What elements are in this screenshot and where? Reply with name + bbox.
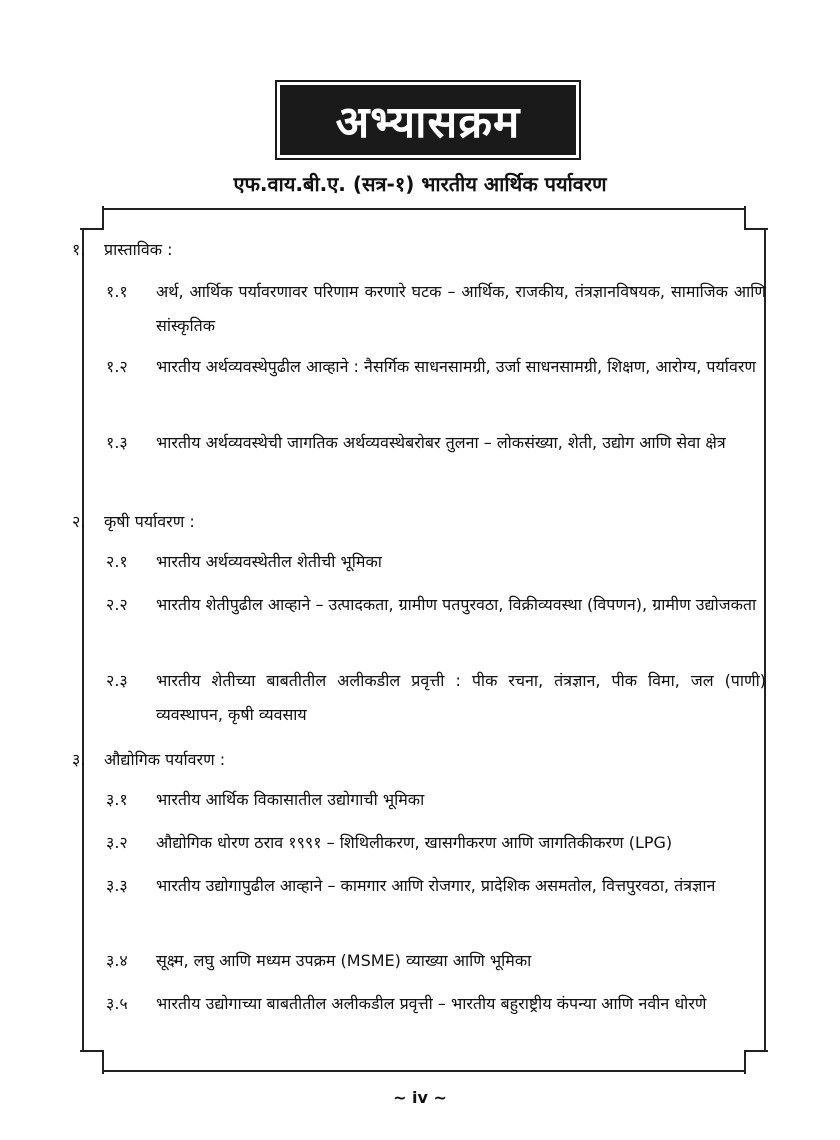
item-text: भारतीय अर्थव्यवस्थेतील शेतीची भूमिका (156, 552, 382, 571)
item-number: १.३ (106, 433, 128, 452)
page-title: अभ्यासक्रम (280, 85, 576, 155)
item-number: २.१ (106, 552, 128, 571)
list-item (106, 545, 766, 579)
frame-corner (744, 206, 768, 230)
item-number: ३.३ (106, 876, 128, 895)
item-number: ३.४ (106, 951, 128, 970)
course-subtitle: एफ.वाय.बी.ए. (सत्र-१) भारतीय आर्थिक पर्यावरण (233, 172, 607, 196)
list-item (106, 275, 766, 343)
item-number: ३.२ (106, 833, 128, 852)
item-number: १.१ (106, 282, 128, 301)
section-number: ३. (72, 750, 86, 769)
item-text: भारतीय उद्योगाच्या बाबतीतील अलीकडील प्रवृत्ती – भारतीय बहुराष्ट्रीय कंपन्या आणि नवीन धोरणे (156, 994, 707, 1013)
section-heading (72, 748, 225, 770)
item-text: भारतीय अर्थव्यवस्थेची जागतिक अर्थव्यवस्थेबरोबर तुलना – लोकसंख्या, शेती, उद्योग आणि सेवा क्षेत्र (156, 433, 726, 452)
item-text: भारतीय शेतीच्या बाबतीतील अलीकडील प्रवृत्ती : पीक रचना, तंत्रज्ञान, पीक विमा, जल (पाणी) व्यवस्थापन, कृषी व्यवसाय (156, 671, 766, 724)
list-item (106, 869, 766, 903)
page-number: ~ iv ~ (393, 1088, 447, 1107)
list-item (106, 588, 766, 622)
section-heading (72, 238, 173, 260)
item-text: भारतीय अर्थव्यवस्थेपुढील आव्हाने : नैसर्गिक साधनसामग्री, उर्जा साधनसामग्री, शिक्षण, आरोग्य, पर्यावरण (156, 357, 756, 376)
item-text: अर्थ, आर्थिक पर्यावरणावर परिणाम करणारे घटक – आर्थिक, राजकीय, तंत्रज्ञानविषयक, सामाजिक आणि सांस्कृतिक (156, 282, 766, 335)
list-item (106, 350, 766, 384)
item-number: २.३ (106, 671, 128, 690)
section-title: कृषी पर्यावरण : (104, 512, 195, 531)
item-number: ३.१ (106, 790, 128, 809)
item-text: भारतीय शेतीपुढील आव्हाने – उत्पादकता, ग्रामीण पतपुरवठा, विक्रीव्यवस्था (विपणन), ग्रामीण उद्योजकता (156, 595, 757, 614)
frame-corner (80, 206, 104, 230)
item-text: भारतीय आर्थिक विकासातील उद्योगाची भूमिका (156, 790, 425, 809)
frame-corner (744, 1050, 768, 1074)
list-item (106, 783, 766, 817)
item-text: सूक्ष्म, लघु आणि मध्यम उपक्रम (MSME) व्याख्या आणि भूमिका (156, 951, 532, 970)
item-text: भारतीय उद्योगापुढील आव्हाने – कामगार आणि रोजगार, प्रादेशिक असमतोल, वित्तपुरवठा, तंत्रज्ञान (156, 876, 716, 895)
section-title: प्रास्ताविक : (104, 240, 173, 259)
item-number: १.२ (106, 357, 128, 376)
item-number: ३.५ (106, 994, 128, 1013)
section-title: औद्योगिक पर्यावरण : (104, 750, 226, 769)
list-item (106, 426, 766, 460)
section-heading (72, 510, 195, 532)
list-item (106, 987, 766, 1021)
item-number: २.२ (106, 595, 128, 614)
section-number: २. (72, 512, 86, 531)
section-number: १. (72, 240, 86, 259)
list-item (106, 826, 766, 860)
list-item (106, 664, 766, 732)
item-text: औद्योगिक धोरण ठराव १९९१ – शिथिलीकरण, खासगीकरण आणि जागतिकीकरण (LPG) (156, 833, 673, 852)
frame-corner (80, 1050, 104, 1074)
list-item (106, 944, 766, 978)
